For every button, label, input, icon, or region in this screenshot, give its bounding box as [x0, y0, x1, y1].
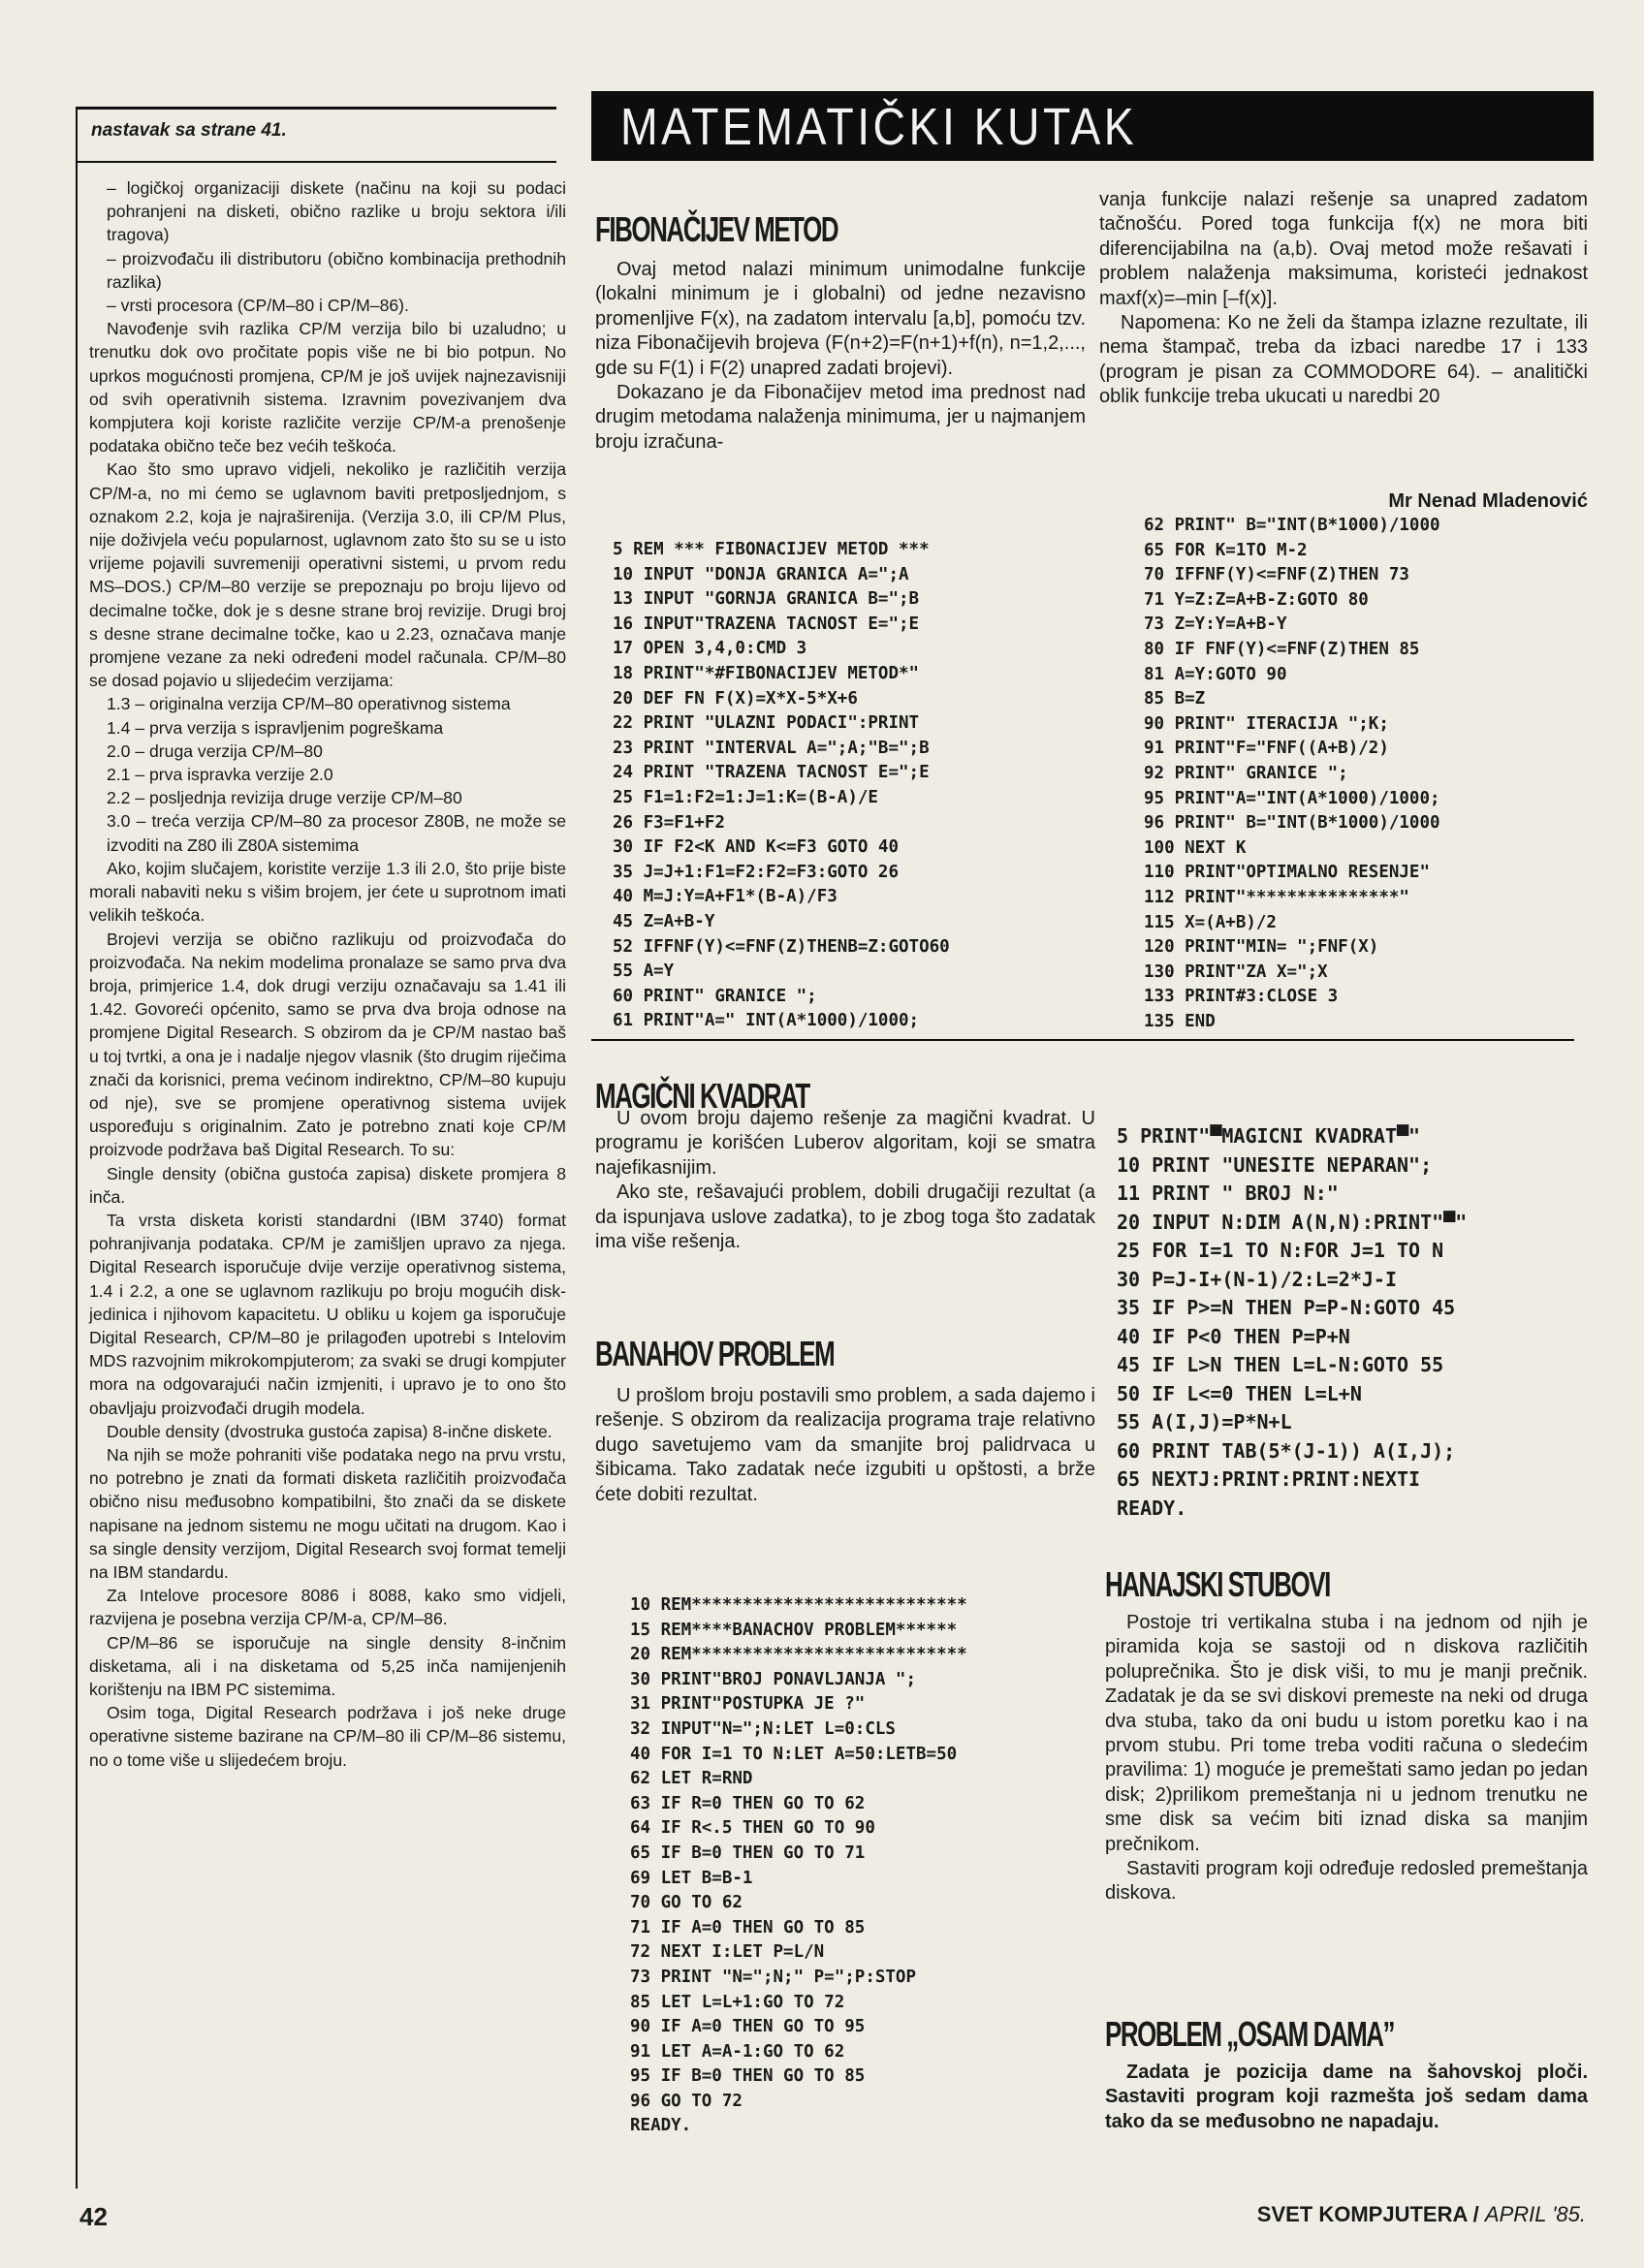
magic-heading: MAGIČNI KVADRAT [595, 1076, 809, 1116]
fibonacci-heading: FIBONAČIJEV METOD [595, 209, 838, 249]
paragraph: 2.1 – prva ispravka verzije 2.0 [107, 765, 333, 785]
paragraph: 3.0 – treća verzija CP/M–80 za procesor Z80B, ne može se izvoditi na Z80 ili Z80A sistemima [107, 811, 566, 855]
footer-magazine: SVET KOMPJUTERA [1256, 2202, 1468, 2226]
paragraph: Single density (obična gustoća zapisa) diskete promjera 8 inča. [89, 1163, 566, 1207]
paragraph: Ako ste, rešavajući problem, dobili drugačiji rezultat (a da ispunjava uslove zadatka), to je zbog toga što zadatak ima više rešenja. [595, 1181, 1095, 1253]
fibonacci-rule [591, 1039, 1574, 1041]
paragraph: Postoje tri vertikalna stuba i na jednom od njih je piramida koja se sastoji od n diskova različitih poluprečnika. Što je disk viši, to mu je manji prečnik. Zadatak je da se svi diskovi premeste na neki od druga dva stuba, tako da oni budu u istom poretku kao i na prvom stubu. Pri tome treba voditi računa o sledećim pravilima: 1) moguće je premeštati samo jedan po jedan disk; 2)prilikom premeštanja ni u jednom trenutku ne sme disk sa većim biti iznad diska sa manjim prečnikom. [1105, 1612, 1588, 1855]
queens-heading: PROBLEM „OSAM DAMA” [1105, 2014, 1395, 2054]
paragraph: Napomena: Ko ne želi da štampa izlazne rezultate, ili nema štampač, treba da izbaci naredbe 17 i 133 (program je pisan za COMMODORE 64). – analitički oblik funkcije treba ukucati u naredbi 20 [1099, 312, 1588, 408]
footer-credit [1257, 2202, 1586, 2227]
magic-text [595, 1107, 1095, 1254]
continuation-note: nastavak sa strane 41. [91, 120, 287, 141]
footer-issue: APRIL '85. [1484, 2202, 1586, 2226]
paragraph: Za Intelove procesore 8086 i 8088, kako smo vidjeli, razvijena je posebna verzija CP/M-a, CP/M–86. [89, 1586, 566, 1629]
paragraph: Navođenje svih razlika CP/M verzija bilo bi uzaludno; u trenutku dok ovo pročitate popis više ne bi bio potpun. No uprkos mogućnosti promjena, CP/M je još uvijek najnezavisniji od svih operativnih sistema. Izravnim povezivanjem dva kompjutera koji koriste različite verzije CP/M-a prenošenje podataka obično teče bez većih teškoća. [89, 319, 566, 457]
section-banner [591, 91, 1594, 161]
paragraph: – proizvođaču ili distributoru (obično kombinacija prethodnih razlika) [107, 248, 566, 292]
paragraph: 1.4 – prva verzija s ispravljenim pogreškama [107, 717, 444, 738]
magic-code: 5 PRINT"▀MAGICNI KVADRAT▀" 10 PRINT "UNESITE NEPARAN"; 11 PRINT " BROJ N:" 20 INPUT N:DIM A(N,N):PRINT"▀" 25 FOR I=1 TO N:FOR J=1 TO N 30 P=J-I+(N-1)/2:L=2*J-I 35 IF P>=N THEN P=P-N:GOTO 45 40 IF P<0 THEN P=P+N 45 IF L>N THEN L=L-N:GOTO 55 50 IF L<=0 THEN L=L+N 55 A(I,J)=P*N+L 60 PRINT TAB(5*(J-1)) A(I,J); 65 NEXTJ:PRINT:PRINT:NEXTI READY. [1117, 1124, 1468, 1520]
paragraph: Double density (dvostruka gustoća zapisa) 8-inčne diskete. [107, 1421, 553, 1441]
left-column-text [89, 176, 566, 1772]
paragraph: – logičkoj organizaciji diskete (načinu na koji su podaci pohranjeni na disketi, obično razlike u broju sektora i/ili tragova) [107, 178, 566, 245]
paragraph: Dokazano je da Fibonačijev metod ima prednost nad drugim metodama nalaženja minimuma, jer u najmanjem broju izračuna- [595, 382, 1086, 453]
fibonacci-text-col2 [1099, 188, 1588, 410]
left-column-border [76, 107, 78, 2189]
hanoi-text [1105, 1611, 1588, 1906]
paragraph: – vrsti procesora (CP/M–80 i CP/M–86). [107, 296, 409, 316]
paragraph: vanja funkcije nalazi rešenje sa unapred zadatom tačnošću. Pored toga funkcija f(x) ne mora biti diferencijabilna na (a,b). Ovaj metod može rešavati i problem nalaženja maksimuma, koristeći jednakost maxf(x)=–min [–f(x)]. [1099, 189, 1588, 309]
banach-heading: BANAHOV PROBLEM [595, 1334, 835, 1373]
continuation-rule [76, 161, 556, 163]
paragraph: Ovaj metod nalazi minimum unimodalne funkcije (lokalni minimum je i globalni) od jedne nezavisno promenljive F(x), na zadatom intervalu [a,b], pomoću tzv. niza Fibonačijevih brojeva (F(n+2)=F(n+1)+f(n), n=1,2,..., gde su F(1) i F(2) unapred zadati brojevi). [595, 259, 1086, 379]
queens-text: Zadata je pozicija dame na šahovskoj ploči. Sastaviti program koji razmešta još sedam dama tako da se međusobno ne napadaju. [1105, 2062, 1588, 2132]
paragraph: 2.0 – druga verzija CP/M–80 [107, 740, 323, 761]
paragraph: Sastaviti program koji određuje redosled premeštanja diskova. [1105, 1858, 1588, 1905]
paragraph: U ovom broju dajemo rešenje za magični kvadrat. U programu je korišćen Luberov algoritam, koji se smatra najefikasnijim. [595, 1108, 1095, 1179]
fibonacci-text-col1 [595, 258, 1086, 455]
hanoi-heading: HANAJSKI STUBOVI [1105, 1564, 1330, 1604]
page-number: 42 [79, 2202, 108, 2231]
paragraph: Brojevi verzija se obično razlikuju od proizvođača do proizvođača. Na nekim modelima pronalaze se samo prva dva broja, primjerice 1.4, dok drugi verziju označavaju sa 1.41 ili 1.42. Govoreći općenito, samo se prva dva broja odnose na promjene Digital Research. S obzirom da je CP/M nastao baš u toj tvrtki, a ona je i nadalje njegov vlasnik (što drugim riječima znači da korisnici, prema većinom indirektno, CP/M–80 kupuju od nje), sve se promjene operativnog sistema uvijek uspoređuju s originalnim. Zato je potrebno znati koje CP/M proizvode podržava baš Digital Research. To su: [89, 929, 566, 1160]
paragraph: Ta vrsta disketa koristi standardni (IBM 3740) format pohranjivanja podataka. CP/M je zamišljen upravo za njega. Digital Research isporučuje dvije verzije operativnog sistema, 1.4 i 2.2, a one se uglavnom razlikuju po broju mogućih disk-jedinica i njihovom kapacitetu. U obliku u kojem ga isporučuje Digital Research, CP/M–80 je prilagođen upotrebi s Intelovim MDS razvojnim mikrokompjuterom; za svaki se drugi kompjuter mora na odgovarajući način izmjeniti, i upravo je to ono što obavljaju proizvođači drugih modela. [89, 1210, 566, 1418]
paragraph: Na njih se može pohraniti više podataka nego na prvu vrstu, no potrebno je znati da formati disketa različitih proizvođača obično nisu međusobno kompatibilni, što znači da se diskete napisane na jednom sistemu ne mogu učitati na drugom. Kao i sa single density verzijom, Digital Research svoj format temelji na IBM standardu. [89, 1444, 566, 1582]
paragraph: 2.2 – posljednja revizija druge verzije CP/M–80 [107, 788, 462, 808]
fibonacci-code-col1: 5 REM *** FIBONACIJEV METOD *** 10 INPUT "DONJA GRANICA A=";A 13 INPUT "GORNJA GRANICA B=";B 16 INPUT"TRAZENA TACNOST E=";E 17 OPEN 3,4,0:CMD 3 18 PRINT"*#FIBONACIJEV METOD*" 20 DEF FN F(X)=X*X-5*X+6 22 PRINT "ULAZNI PODACI":PRINT 23 PRINT "INTERVAL A=";A;"B=";B 24 PRINT "TRAZENA TACNOST E=";E 25 F1=1:F2=1:J=1:K=(B-A)/E 26 F3=F1+F2 30 IF F2<K AND K<=F3 GOTO 40 35 J=J+1:F1=F2:F2=F3:GOTO 26 40 M=J:Y=A+F1*(B-A)/F3 45 Z=A+B-Y 52 IFFNF(Y)<=FNF(Z)THENB=Z:GOTO60 55 A=Y 60 PRINT" GRANICE "; 61 PRINT"A=" INT(A*1000)/1000; [613, 540, 950, 1031]
paragraph: Kao što smo upravo vidjeli, nekoliko je različitih verzija CP/M-a, no mi ćemo se uglavnom baviti pretposljednjom, s oznakom 2.2, koja je najraširenija. (Verzija 3.0, ili CP/M Plus, nije doživjela veću popularnost, uglavnom zato što su se u isto vrijeme pojavili suvremeniji operativni sistemi, u prvom redu MS–DOS.) CP/M–80 verzije se prepoznaju po broju lijevo od decimalne točke, dok je s desne strane broj revizije. Drugi broj s desne strane decimalne točke, kao u 2.23, označava manje promjene vezane za neki određeni model računala. CP/M–80 se dosad pojavio u slijedećim verzijama: [89, 459, 566, 691]
footer-separator: / [1467, 2202, 1485, 2226]
paragraph: Osim toga, Digital Research podržava i još neke druge operativne sisteme bazirane na CP/M–80 ili CP/M–86 sistemu, no o tome više u slijedećem broju. [89, 1703, 566, 1770]
paragraph: 1.3 – originalna verzija CP/M–80 operativnog sistema [107, 694, 511, 714]
fibonacci-code-col2: 62 PRINT" B="INT(B*1000)/1000 65 FOR K=1TO M-2 70 IFFNF(Y)<=FNF(Z)THEN 73 71 Y=Z:Z=A+B-Z:GOTO 80 73 Z=Y:Y=A+B-Y 80 IF FNF(Y)<=FNF(Z)THEN 85 81 A=Y:GOTO 90 85 B=Z 90 PRINT" ITERACIJA ";K; 91 PRINT"F="FNF((A+B)/2) 92 PRINT" GRANICE "; 95 PRINT"A="INT(A*1000)/1000; 96 PRINT" B="INT(B*1000)/1000 100 NEXT K 110 PRINT"OPTIMALNO RESENJE" 112 PRINT"***************" 115 X=(A+B)/2 120 PRINT"MIN= ";FNF(X) 130 PRINT"ZA X=";X 133 PRINT#3:CLOSE 3 135 END [1144, 516, 1440, 1031]
top-left-rule [76, 107, 556, 110]
fibonacci-author: Mr Nenad Mladenović [1388, 490, 1588, 512]
paragraph: CP/M–86 se isporučuje na single density 8-inčnim disketama, ali i na disketama od 5,25 inča namijenjenih korištenju na IBM PC sistemima. [89, 1632, 566, 1699]
banach-code: 10 REM*************************** 15 REM****BANACHOV PROBLEM****** 20 REM*************************** 30 PRINT"BROJ PONAVLJANJA "; 31 PRINT"POSTUPKA JE ?" 32 INPUT"N=";N:LET L=0:CLS 40 FOR I=1 TO N:LET A=50:LETB=50 62 LET R=RND 63 IF R=0 THEN GO TO 62 64 IF R<.5 THEN GO TO 90 65 IF B=0 THEN GO TO 71 69 LET B=B-1 70 GO TO 62 71 IF A=0 THEN GO TO 85 72 NEXT I:LET P=L/N 73 PRINT "N=";N;" P=";P:STOP 85 LET L=L+1:GO TO 72 90 IF A=0 THEN GO TO 95 91 LET A=A-1:GO TO 62 95 IF B=0 THEN GO TO 85 96 GO TO 72 READY. [630, 1595, 967, 2136]
paragraph: Ako, kojim slučajem, koristite verzije 1.3 ili 2.0, što prije biste morali nabaviti neku s višim brojem, jer ćete u suprotnom imati velikih teškoća. [89, 858, 566, 926]
section-banner-title: MATEMATIČKI KUTAK [620, 98, 1138, 156]
banach-text [595, 1384, 1095, 1507]
paragraph: U prošlom broju postavili smo problem, a sada dajemo i rešenje. S obzirom da realizacija programa traje relativno dugo savetujemo vam da smanjite broj palidrvaca u šibicama. Tako zadatak neće izgubiti u opštosti, a brže ćete dobiti rezultat. [595, 1385, 1095, 1505]
